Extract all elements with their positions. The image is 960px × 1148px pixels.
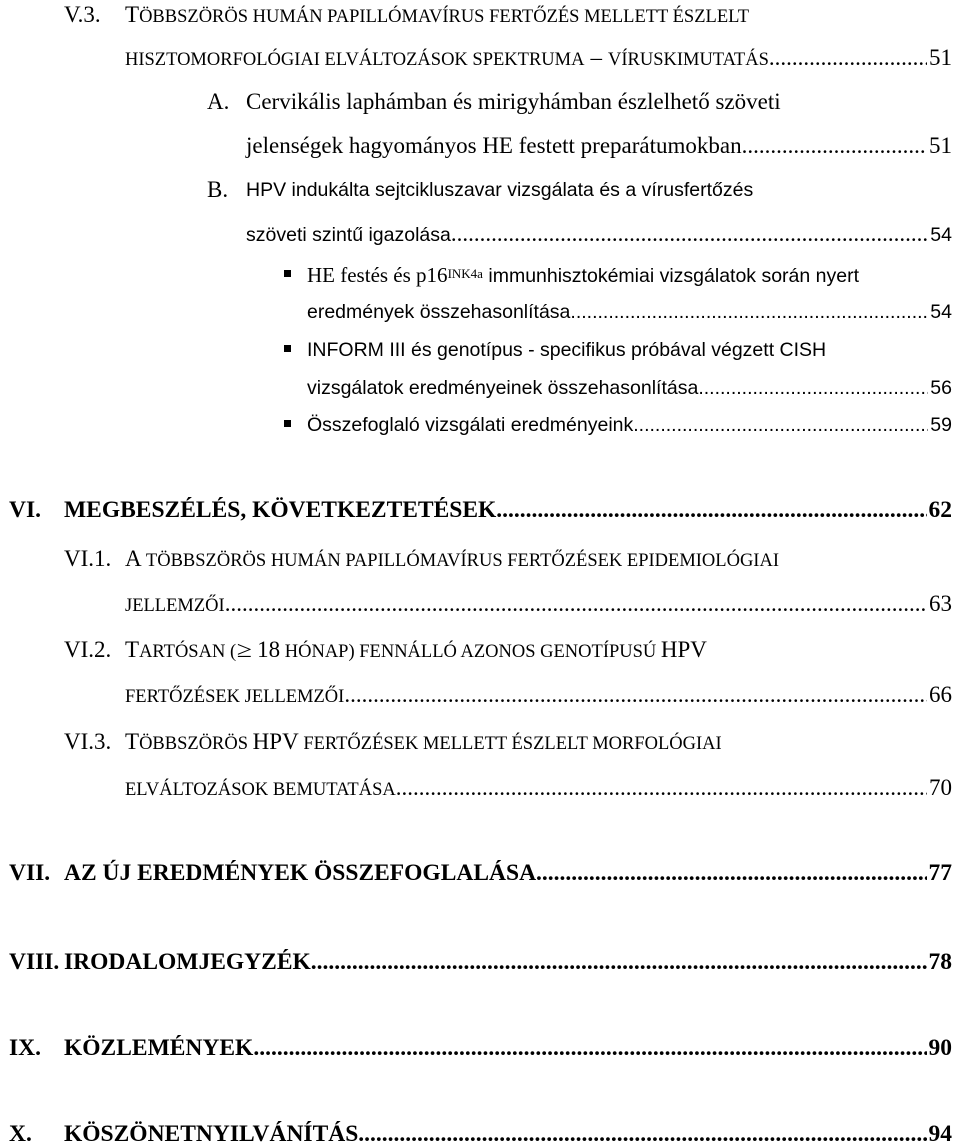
toc-entry-vi2-number: VI.2. bbox=[64, 637, 112, 662]
toc-bullet1-line2: eredmények összehasonlítása bbox=[307, 301, 571, 323]
toc-bullet3[interactable] bbox=[307, 411, 952, 439]
toc-entry-b-line2: szöveti szintű igazolása bbox=[246, 224, 451, 246]
dot-leader bbox=[344, 681, 927, 709]
dot-leader bbox=[769, 44, 927, 72]
square-bullet-icon bbox=[284, 420, 291, 427]
toc-bullet2[interactable] bbox=[307, 374, 952, 402]
toc-entry-v3-dash: – bbox=[590, 45, 602, 70]
toc-chapter-vi-title: MEGBESZÉLÉS, KÖVETKEZTETÉSEK bbox=[64, 497, 497, 523]
toc-bullet1[interactable] bbox=[307, 298, 952, 326]
toc-entry-vi2-page: 66 bbox=[929, 682, 952, 707]
dot-leader bbox=[698, 374, 928, 402]
toc-entry-b-line1: HPV indukálta sejtcikluszavar vizsgálata és a vírusfertőzés bbox=[246, 179, 754, 201]
toc-entry-v3-title-line1: TÖBBSZÖRÖS HUMÁN PAPILLÓMAVÍRUS FERTŐZÉS MELLETT ÉSZLELT bbox=[125, 2, 750, 27]
dot-leader bbox=[358, 1120, 926, 1148]
toc-bullet2-line2: vizsgálatok eredményeinek összehasonlítása bbox=[307, 377, 699, 399]
greater-equal-sign: ≥ bbox=[236, 637, 252, 662]
toc-entry-vi1-number: VI.1. bbox=[64, 546, 112, 571]
dot-leader bbox=[570, 298, 928, 326]
toc-entry-v3-title-line2: HISZTOMORFOLÓGIAI ELVÁLTOZÁSOK SPEKTRUMA bbox=[125, 50, 585, 70]
toc-entry-b-letter: B. bbox=[207, 177, 229, 202]
dot-leader bbox=[451, 220, 928, 248]
toc-chapter-viii[interactable] bbox=[64, 948, 952, 976]
dot-leader bbox=[311, 948, 927, 976]
toc-bullet3-page: 59 bbox=[930, 414, 952, 436]
toc-entry-vi2-line2: FERTŐZÉSEK JELLEMZŐI bbox=[125, 687, 345, 707]
toc-entry-a-line2: jelenségek hagyományos HE festett preparátumokban bbox=[246, 133, 742, 158]
toc-chapter-vii[interactable] bbox=[64, 859, 952, 887]
toc-bullet2-page: 56 bbox=[930, 377, 952, 399]
toc-entry-vi3-page: 70 bbox=[929, 775, 952, 800]
toc-entry-vi1-page: 63 bbox=[929, 591, 952, 616]
toc-chapter-vi-page: 62 bbox=[928, 497, 952, 523]
toc-entry-v3[interactable] bbox=[125, 44, 952, 74]
square-bullet-icon bbox=[284, 270, 291, 277]
toc-chapter-ix-page: 90 bbox=[928, 1035, 952, 1061]
dot-leader bbox=[396, 774, 927, 802]
toc-entry-a-page: 51 bbox=[929, 133, 952, 158]
toc-entry-vi3-number: VI.3. bbox=[64, 729, 112, 754]
toc-chapter-ix[interactable] bbox=[64, 1034, 952, 1062]
toc-chapter-viii-page: 78 bbox=[928, 949, 952, 975]
toc-chapter-x-number: X. bbox=[9, 1121, 32, 1147]
toc-entry-b-page: 54 bbox=[930, 224, 952, 246]
toc-entry-v3-title-line2b: VÍRUSKIMUTATÁS bbox=[607, 50, 769, 70]
dot-leader bbox=[536, 859, 926, 887]
toc-entry-vi2-line1: TARTÓSAN (≥ 18 HÓNAP) FENNÁLLÓ AZONOS GENOTÍPUSÚ HPV bbox=[125, 637, 707, 662]
toc-chapter-x-page: 94 bbox=[928, 1121, 952, 1147]
toc-chapter-vi[interactable] bbox=[64, 496, 952, 524]
toc-entry-vi1-line2: JELLEMZŐI bbox=[125, 596, 225, 616]
toc-entry-a[interactable] bbox=[246, 132, 952, 160]
toc-entry-a-letter: A. bbox=[207, 89, 230, 114]
toc-chapter-viii-title: IRODALOMJEGYZÉK bbox=[64, 949, 311, 975]
toc-chapter-ix-title: KÖZLEMÉNYEK bbox=[64, 1035, 254, 1061]
toc-chapter-vii-title: AZ ÚJ EREDMÉNYEK ÖSSZEFOGLALÁSA bbox=[64, 860, 537, 886]
dot-leader bbox=[225, 590, 927, 618]
dot-leader bbox=[496, 496, 926, 524]
toc-bullet1-line1: HE festés és $p16^{INK4a}$ immunhisztokémiai vizsgálatok során nyert bbox=[307, 263, 860, 287]
toc-entry-vi3[interactable] bbox=[125, 774, 952, 804]
toc-bullet3-line1: Összefoglaló vizsgálati eredményeink bbox=[307, 414, 634, 436]
dot-leader bbox=[253, 1034, 926, 1062]
toc-chapter-vi-number: VI. bbox=[9, 497, 41, 523]
toc-entry-vi2[interactable] bbox=[125, 681, 952, 711]
square-bullet-icon bbox=[284, 345, 291, 352]
toc-entry-vi1[interactable] bbox=[125, 590, 952, 620]
toc-bullet1-page: 54 bbox=[930, 301, 952, 323]
toc-entry-a-line1: Cervikális laphámban és mirigyhámban észlelhető szöveti bbox=[246, 89, 781, 114]
toc-chapter-vii-page: 77 bbox=[928, 860, 952, 886]
toc-entry-v3-number: V.3. bbox=[64, 2, 101, 27]
toc-entry-b[interactable] bbox=[246, 220, 952, 249]
toc-chapter-viii-number: VIII. bbox=[9, 949, 60, 975]
toc-chapter-ix-number: IX. bbox=[9, 1035, 41, 1061]
toc-bullet2-line1: INFORM III és genotípus - specifikus próbával végzett CISH bbox=[307, 339, 827, 361]
toc-chapter-x[interactable] bbox=[64, 1120, 952, 1148]
toc-entry-vi3-line2: ELVÁLTOZÁSOK BEMUTATÁSA bbox=[125, 780, 396, 800]
toc-entry-vi1-line1: A TÖBBSZÖRÖS HUMÁN PAPILLÓMAVÍRUS FERTŐZÉSEK EPIDEMIOLÓGIAI bbox=[125, 546, 779, 571]
toc-chapter-x-title: KÖSZÖNETNYILVÁNÍTÁS bbox=[64, 1121, 359, 1147]
dot-leader bbox=[633, 411, 928, 439]
toc-entry-v3-page: 51 bbox=[929, 45, 952, 70]
dot-leader bbox=[742, 132, 927, 160]
toc-entry-vi3-line1: TÖBBSZÖRÖS HPV FERTŐZÉSEK MELLETT ÉSZLELT MORFOLÓGIAI bbox=[125, 729, 722, 754]
toc-chapter-vii-number: VII. bbox=[9, 860, 51, 886]
